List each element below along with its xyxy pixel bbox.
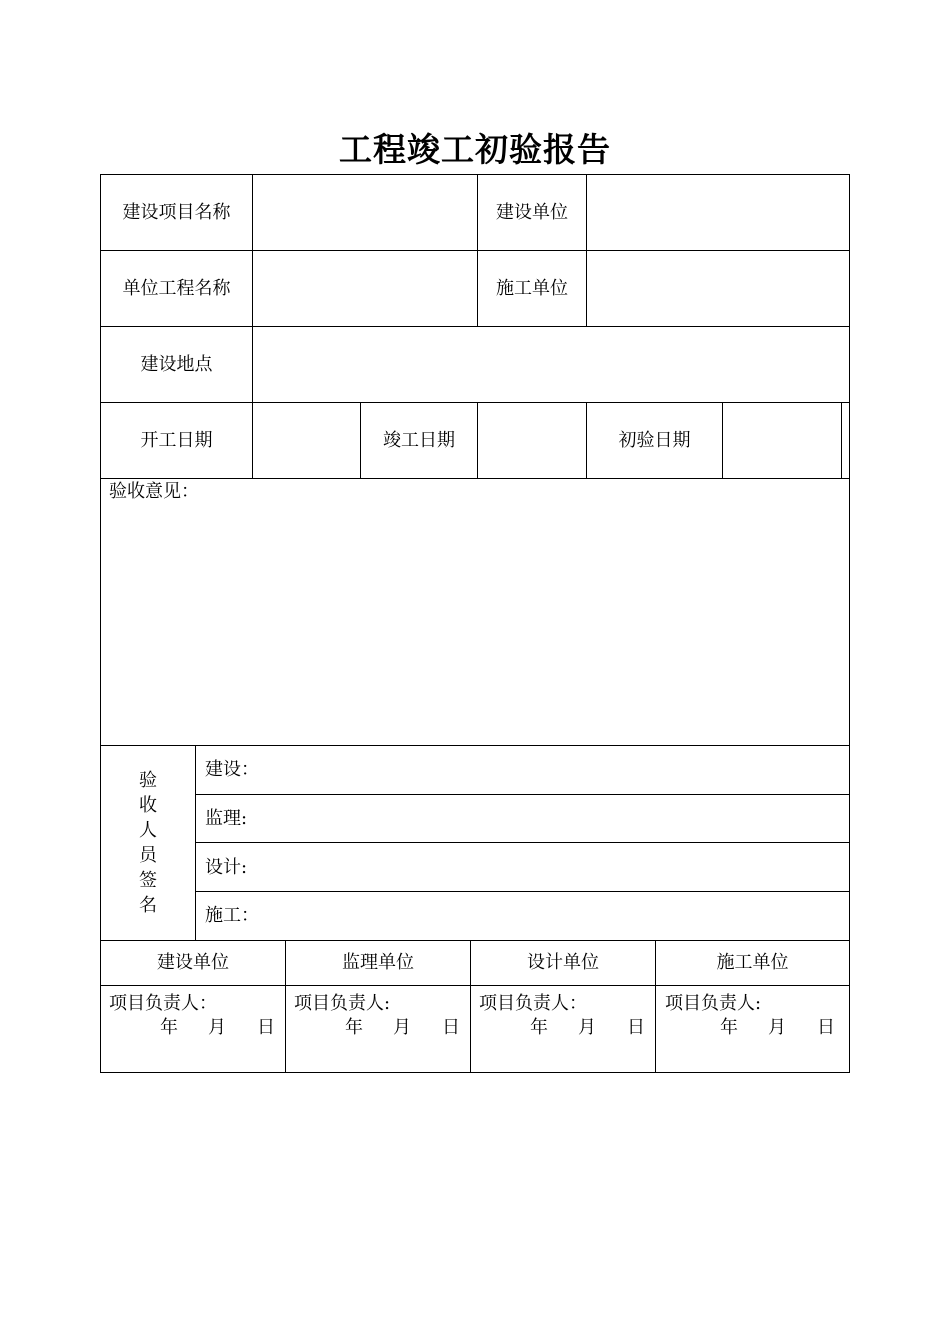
table-border-right	[849, 174, 850, 1073]
signature-supervision-label: 监理:	[205, 808, 248, 829]
vertical-char: 签	[139, 870, 157, 891]
signature-section-label	[101, 746, 195, 940]
opinion-field[interactable]	[109, 508, 839, 738]
grid-line	[100, 985, 850, 986]
date-year: 年	[345, 1017, 363, 1038]
grid-line	[100, 478, 850, 479]
construction-unit-label: 建设单位	[496, 201, 568, 223]
date-year: 年	[720, 1017, 738, 1038]
completion-date-label: 竣工日期	[383, 429, 455, 451]
start-date-field[interactable]	[253, 403, 360, 478]
date-month: 月	[578, 1017, 596, 1038]
unit-project-name-label: 单位工程名称	[122, 277, 231, 299]
grid-line	[841, 402, 842, 478]
unit-design-header: 设计单位	[527, 952, 599, 973]
date-month: 月	[768, 1017, 786, 1038]
unit-supervision-header: 监理单位	[342, 952, 414, 973]
unit-project-name-field[interactable]	[253, 251, 477, 326]
date-year: 年	[530, 1017, 548, 1038]
opinion-label: 验收意见：	[109, 481, 199, 502]
project-name-label: 建设项目名称	[122, 201, 231, 223]
responsible-person-label: 项目负责人:	[665, 993, 762, 1014]
grid-line	[100, 745, 850, 746]
vertical-char: 名	[139, 895, 157, 916]
project-name-field[interactable]	[253, 175, 477, 250]
location-field[interactable]	[253, 327, 849, 402]
grid-line	[195, 891, 850, 892]
signature-builder-label: 施工：	[205, 905, 259, 926]
initial-inspection-date-label: 初验日期	[618, 429, 691, 451]
date-day: 日	[817, 1017, 835, 1038]
unit-builder-header: 施工单位	[716, 952, 789, 973]
date-month: 月	[208, 1017, 226, 1038]
completion-date-field[interactable]	[478, 403, 586, 478]
responsible-person-label: 项目负责人：	[479, 993, 587, 1014]
grid-line	[195, 794, 850, 795]
grid-line	[195, 842, 850, 843]
signature-construction-label: 建设：	[205, 759, 259, 780]
date-day: 日	[257, 1017, 275, 1038]
date-day: 日	[442, 1017, 460, 1038]
responsible-person-label: 项目负责人：	[109, 993, 217, 1014]
signature-design-label: 设计:	[205, 857, 248, 878]
construction-unit-field[interactable]	[587, 175, 849, 250]
vertical-char: 员	[139, 845, 157, 866]
initial-inspection-date-field[interactable]	[723, 403, 841, 478]
grid-line	[195, 745, 196, 940]
start-date-label: 开工日期	[140, 429, 213, 451]
unit-construction-header: 建设单位	[157, 952, 229, 973]
vertical-char: 人	[139, 820, 157, 841]
responsible-person-label: 项目负责人:	[294, 993, 391, 1014]
grid-line	[100, 1072, 850, 1073]
date-year: 年	[160, 1017, 178, 1038]
date-day: 日	[627, 1017, 645, 1038]
builder-unit-field[interactable]	[587, 251, 849, 326]
page-title: 工程竣工初验报告	[339, 130, 611, 169]
builder-unit-label: 施工单位	[496, 277, 568, 299]
vertical-char: 验	[139, 770, 157, 791]
location-label: 建设地点	[140, 353, 213, 375]
date-month: 月	[393, 1017, 411, 1038]
vertical-char: 收	[139, 795, 157, 816]
